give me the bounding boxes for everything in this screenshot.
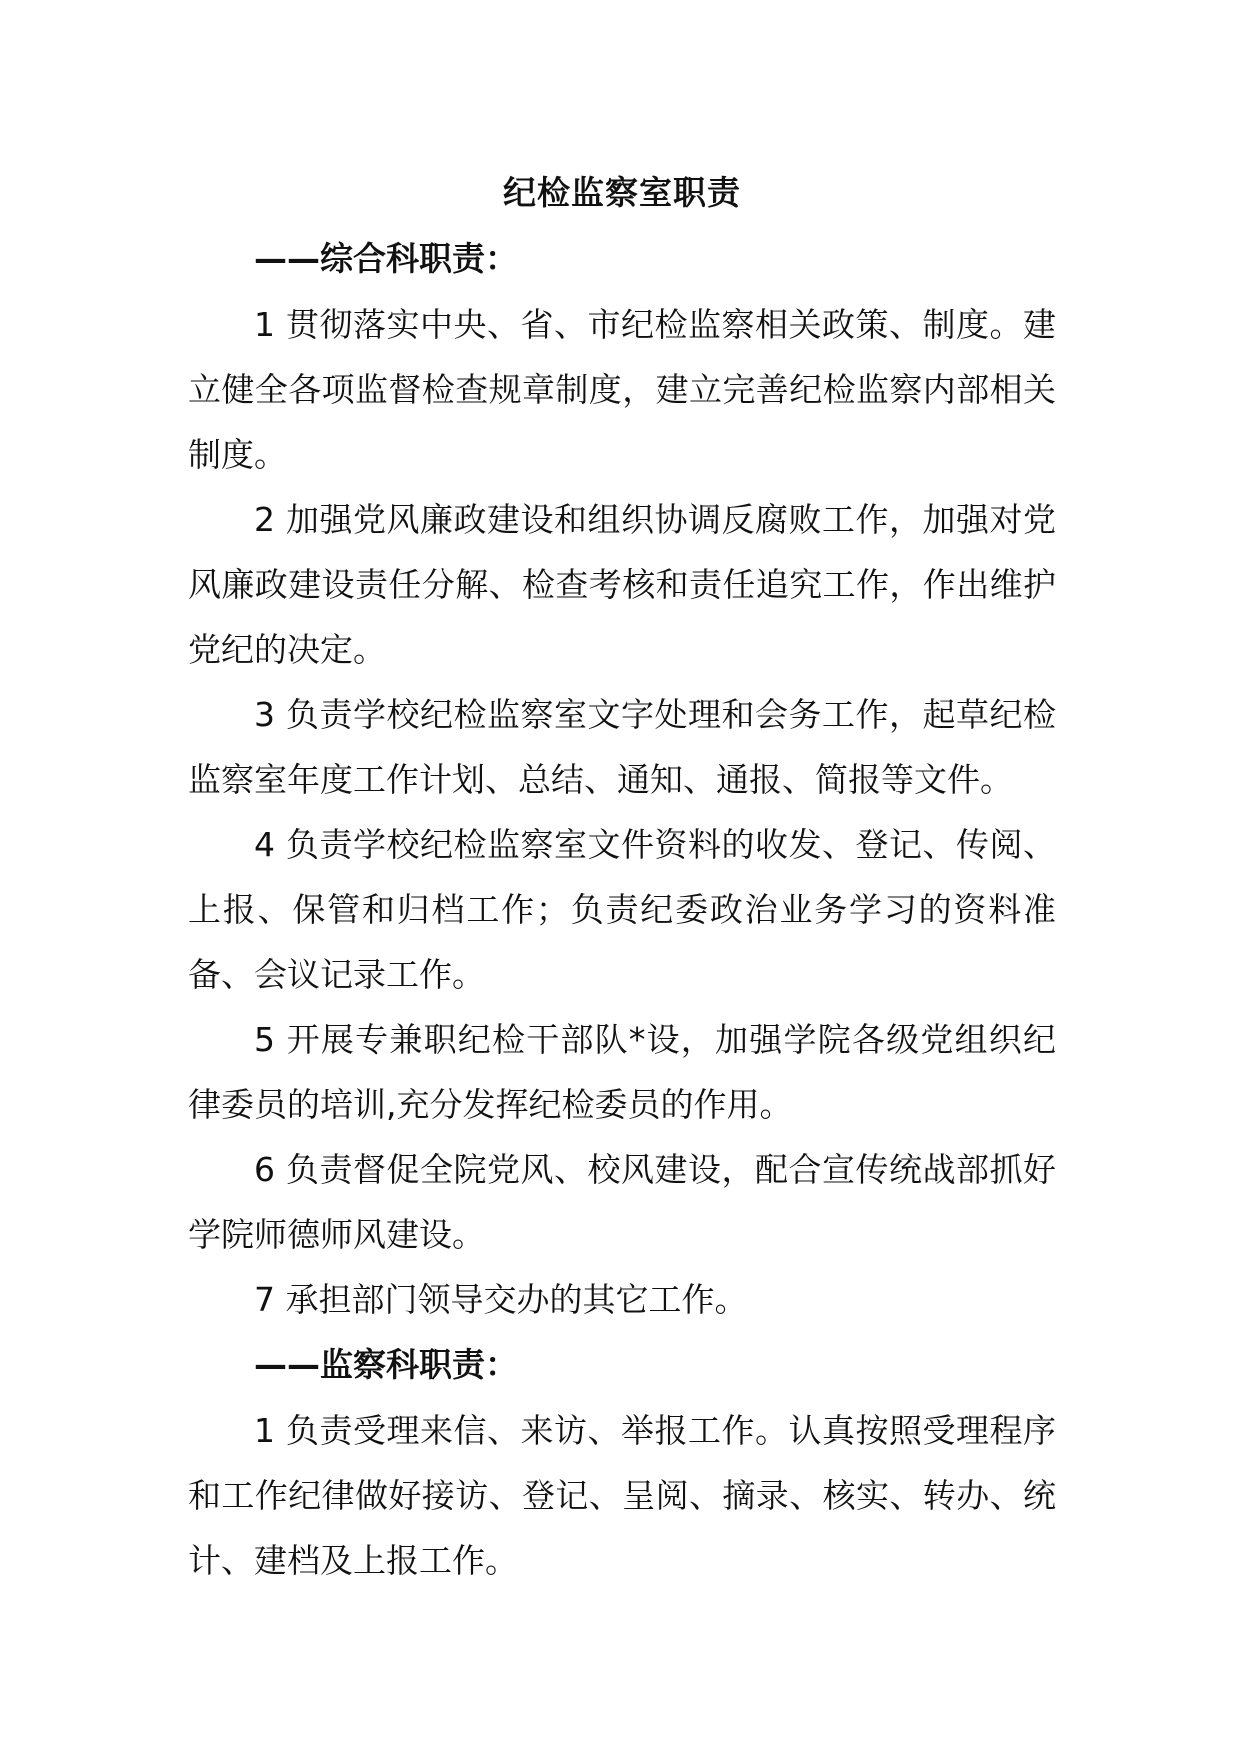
- paragraph: 6 负责督促全院党风、校风建设，配合宣传统战部抓好学院师德师风建设。: [188, 1150, 1056, 1254]
- paragraph: 7 承担部门领导交办的其它工作。: [254, 1280, 748, 1319]
- paragraph: 5 开展专兼职纪检干部队*设，加强学院各级党组织纪律委员的培训,充分发挥纪检委员的作用。: [188, 1020, 1056, 1124]
- paragraph: 4 负责学校纪检监察室文件资料的收发、登记、传阅、上报、保管和归档工作；负责纪委政治业务学习的资料准备、会议记录工作。: [188, 825, 1056, 994]
- document-page: [188, 160, 1056, 1593]
- section-heading: ——监察科职责：: [254, 1345, 518, 1384]
- paragraph: 1 负责受理来信、来访、举报工作。认真按照受理程序和工作纪律做好接访、登记、呈阅、摘录、核实、转办、统计、建档及上报工作。: [188, 1411, 1056, 1580]
- paragraph: 1 贯彻落实中央、省、市纪检监察相关政策、制度。建立健全各项监督检查规章制度，建立完善纪检监察内部相关制度。: [188, 305, 1056, 474]
- document-title: 纪检监察室职责: [503, 173, 741, 212]
- section-supervision: [188, 1332, 1056, 1593]
- paragraph: 3 负责学校纪检监察室文字处理和会务工作，起草纪检监察室年度工作计划、总结、通知、通报、简报等文件。: [188, 695, 1056, 799]
- section-heading: ——综合科职责：: [254, 239, 518, 278]
- section-general: [188, 226, 1056, 1332]
- paragraph: 2 加强党风廉政建设和组织协调反腐败工作，加强对党风廉政建设责任分解、检查考核和责任追究工作，作出维护党纪的决定。: [188, 500, 1056, 669]
